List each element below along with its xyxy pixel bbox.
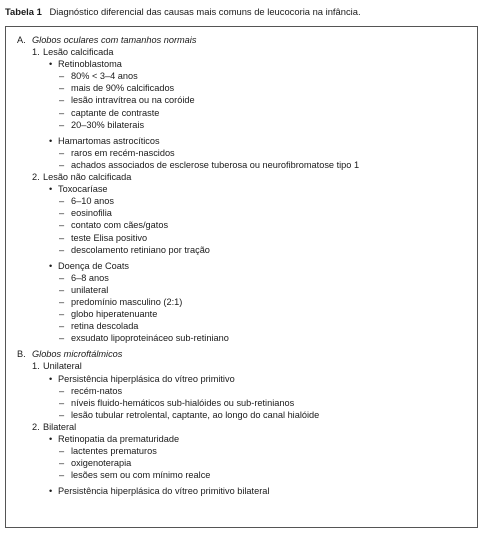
detail-item	[6, 107, 359, 119]
detail-item	[6, 457, 359, 469]
list-item	[6, 433, 359, 445]
group-number: 1.	[32, 47, 40, 58]
detail-text: raros em recém-nascidos	[71, 147, 175, 158]
detail-item	[6, 147, 359, 159]
detail-text: recém-natos	[71, 385, 123, 396]
detail-text: exsudato lipoproteináceo sub-retiniano	[71, 333, 229, 344]
detail-text: níveis fluido-hemáticos sub-hialóides ou sub-retinianos	[71, 397, 295, 408]
detail-item	[6, 320, 359, 332]
detail-item	[6, 445, 359, 457]
dash-icon: –	[59, 446, 65, 457]
detail-text: 6–8 anos	[71, 272, 109, 283]
dash-icon: –	[59, 309, 65, 320]
detail-item	[6, 195, 359, 207]
bullet-icon: •	[49, 184, 53, 195]
detail-item	[6, 119, 359, 131]
group-title: Lesão não calcificada	[43, 172, 132, 183]
detail-text: eosinofilia	[71, 208, 112, 219]
item-name: Doença de Coats	[58, 260, 129, 271]
bullet-icon: •	[49, 373, 53, 384]
item-name: Hamartomas astrocíticos	[58, 135, 160, 146]
detail-item	[6, 70, 359, 82]
detail-item	[6, 159, 359, 171]
table-body	[6, 34, 359, 497]
detail-item	[6, 94, 359, 106]
dash-icon: –	[59, 272, 65, 283]
detail-item	[6, 409, 359, 421]
item-name: Retinoblastoma	[58, 59, 122, 70]
detail-item	[6, 469, 359, 481]
detail-item	[6, 397, 359, 409]
section-letter: B.	[17, 349, 26, 360]
list-item	[6, 183, 359, 195]
detail-text: descolamento retiniano por tração	[71, 244, 210, 255]
detail-item	[6, 296, 359, 308]
detail-item	[6, 207, 359, 219]
detail-text: oxigenoterapia	[71, 458, 132, 469]
bullet-icon: •	[49, 434, 53, 444]
dash-icon: –	[59, 397, 65, 408]
detail-item	[6, 284, 359, 296]
bullet-icon: •	[49, 260, 53, 271]
detail-text: 80% < 3–4 anos	[71, 71, 138, 82]
dash-icon: –	[59, 107, 65, 118]
dash-icon: –	[59, 147, 65, 158]
dash-icon: –	[59, 244, 65, 255]
section-letter: A.	[17, 35, 26, 45]
dash-icon: –	[59, 296, 65, 307]
dash-icon: –	[59, 385, 65, 396]
dash-icon: –	[59, 83, 65, 94]
detail-item	[6, 82, 359, 94]
detail-text: 20–30% bilaterais	[71, 119, 145, 130]
detail-item	[6, 232, 359, 244]
detail-text: captante de contraste	[71, 107, 160, 118]
detail-item	[6, 244, 359, 256]
section-title: Globos oculares com tamanhos normais	[32, 35, 197, 45]
table-caption	[5, 6, 361, 18]
dash-icon: –	[59, 220, 65, 231]
detail-text: achados associados de esclerose tuberosa ou neurofibromatose tipo 1	[71, 159, 360, 170]
detail-text: lesão tubular retrolental, captante, ao longo do canal hialóide	[71, 409, 320, 420]
dash-icon: –	[59, 458, 65, 469]
bullet-icon: •	[49, 486, 53, 497]
detail-text: lesões sem ou com mínimo realce	[71, 470, 211, 481]
detail-item	[6, 385, 359, 397]
group-title: Unilateral	[43, 361, 82, 372]
group-heading	[6, 360, 359, 372]
dash-icon: –	[59, 333, 65, 344]
dash-icon: –	[59, 409, 65, 420]
dash-icon: –	[59, 71, 65, 82]
detail-item	[6, 308, 359, 320]
table-frame	[5, 26, 478, 528]
detail-text: lesão intravítrea ou na coróide	[71, 95, 195, 106]
detail-item	[6, 332, 359, 344]
dash-icon: –	[59, 284, 65, 295]
list-item	[6, 373, 359, 385]
group-heading	[6, 421, 359, 433]
group-number: 1.	[32, 361, 40, 372]
dash-icon: –	[59, 208, 65, 219]
detail-text: unilateral	[71, 284, 109, 295]
detail-item	[6, 219, 359, 231]
list-item	[6, 135, 359, 147]
dash-icon: –	[59, 119, 65, 130]
table-title: Diagnóstico diferencial das causas mais comuns de leucocoria na infância.	[49, 6, 361, 17]
item-name: Persistência hiperplásica do vítreo primitivo	[58, 373, 235, 384]
table-label: Tabela 1	[5, 6, 42, 17]
detail-item	[6, 272, 359, 284]
bullet-icon: •	[49, 59, 53, 70]
group-number: 2.	[32, 421, 40, 432]
detail-text: retina descolada	[71, 321, 139, 332]
list-item	[6, 260, 359, 272]
detail-text: mais de 90% calcificados	[71, 83, 175, 94]
bullet-icon: •	[49, 135, 53, 146]
item-name: Toxocaríase	[58, 184, 108, 195]
detail-text: predomínio masculino (2:1)	[71, 296, 183, 307]
item-name: Retinopatia da prematuridade	[58, 434, 180, 444]
detail-text: contato com cães/gatos	[71, 220, 169, 231]
detail-text: 6–10 anos	[71, 196, 114, 207]
detail-text: lactentes prematuros	[71, 446, 157, 457]
group-heading	[6, 46, 359, 58]
list-item	[6, 58, 359, 70]
dash-icon: –	[59, 470, 65, 481]
dash-icon: –	[59, 232, 65, 243]
group-title: Bilateral	[43, 421, 77, 432]
group-heading	[6, 171, 359, 183]
dash-icon: –	[59, 159, 65, 170]
detail-text: teste Elisa positivo	[71, 232, 148, 243]
group-title: Lesão calcificada	[43, 47, 114, 58]
section-heading	[6, 348, 359, 360]
group-number: 2.	[32, 172, 40, 183]
dash-icon: –	[59, 321, 65, 332]
item-name: Persistência hiperplásica do vítreo primitivo bilateral	[58, 486, 270, 497]
dash-icon: –	[59, 95, 65, 106]
dash-icon: –	[59, 196, 65, 207]
section-title: Globos microftálmicos	[32, 349, 123, 360]
section-heading	[6, 34, 359, 46]
detail-text: globo hiperatenuante	[71, 309, 158, 320]
list-item	[6, 485, 359, 497]
